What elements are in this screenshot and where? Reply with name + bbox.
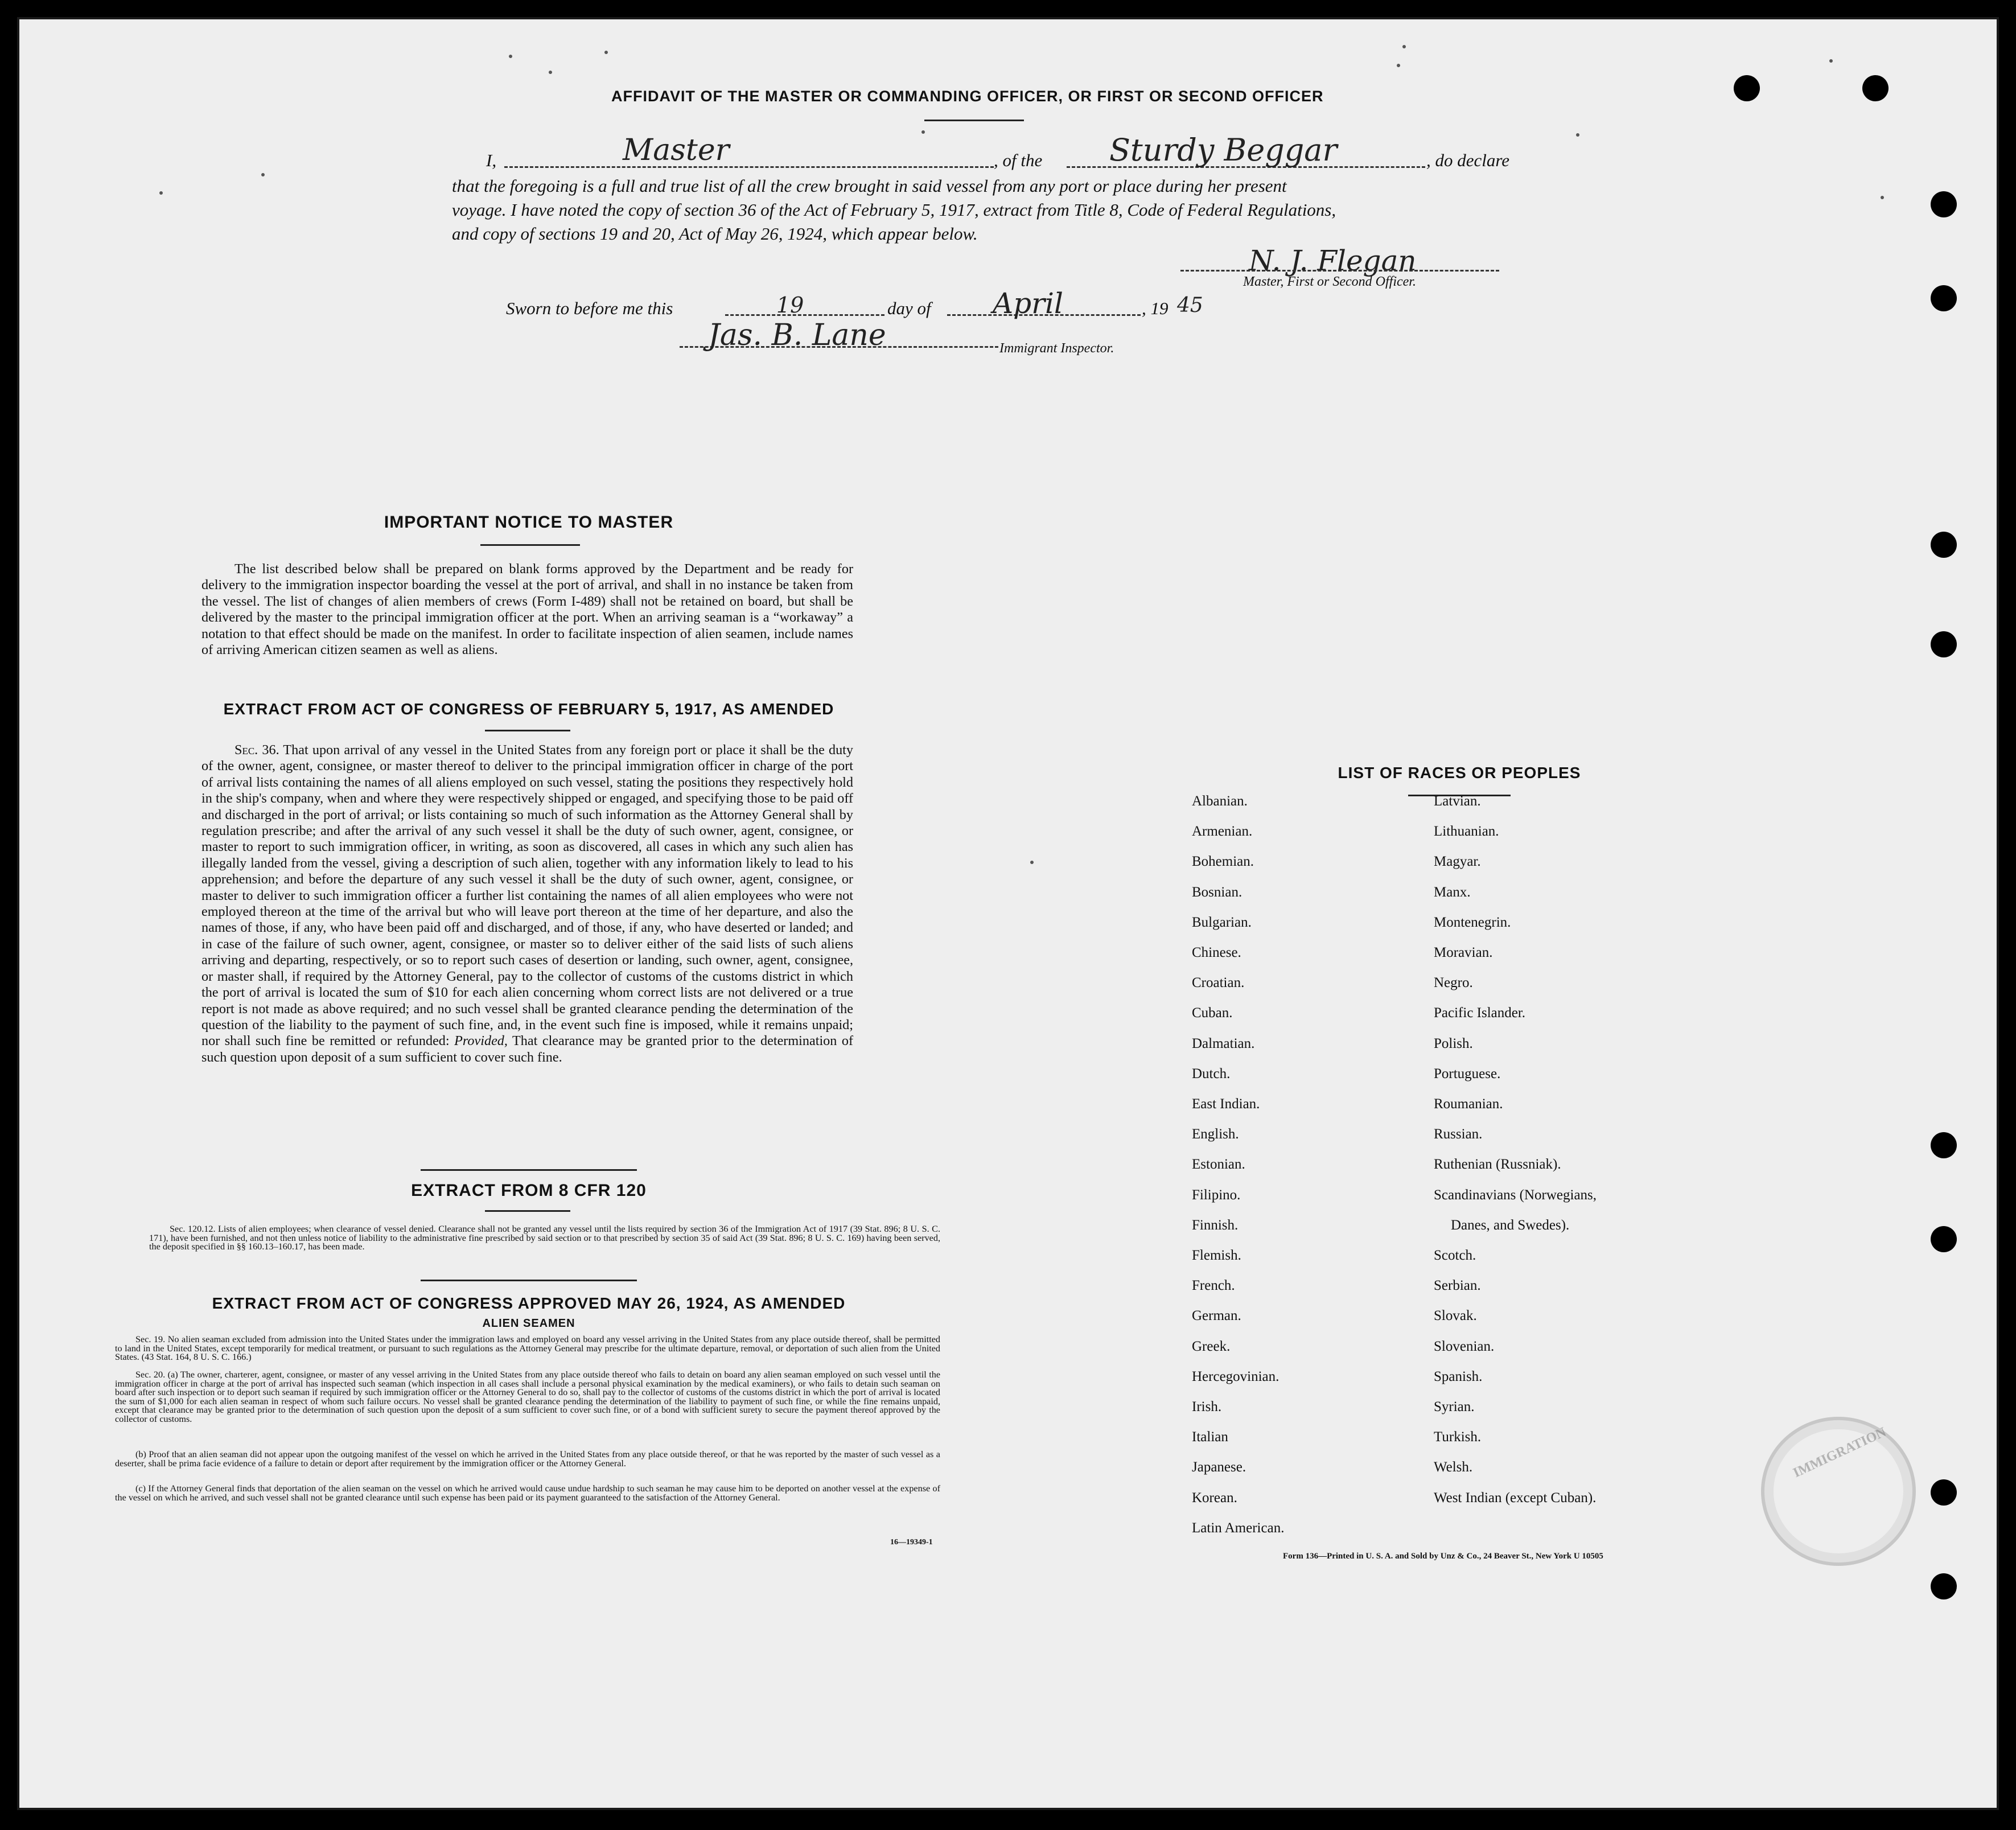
section-19-text: Sec. 19. No alien seaman excluded from admission into the United States under the immigration laws and employed on board any vessel arriving in the United States from any place outside thereof, shall be permitted to land in the United States, except temporarily for medical treatment, or pursuant to such regulations as the Attorney General may prescribe for the ultimate departure, removal, or deportation of such alien from the United States. (43 Stat. 164, 8 U. S. C. 166.) [115,1334,940,1363]
punch-hole [1931,532,1957,558]
speck [509,55,512,58]
divider [480,544,580,546]
cfr-heading: EXTRACT FROM 8 CFR 120 [411,1181,647,1200]
race-item: Latvian. [1434,793,1481,809]
punch-hole [1931,1479,1957,1506]
section-20c-text: (c) If the Attorney General finds that deportation of the alien seaman on the vessel on which he arrived would cause undue hardship to such seaman he may cause him to be deported on another vessel at the expense of the vessel on which he arrived, and such vessel shall not be granted clearance until such expense has been paid or its payment guaranteed to the satisfaction of the Attorney General. [115,1483,940,1503]
cfr-text: Sec. 120.12. Lists of alien employees; when clearance of vessel denied. Clearance shall not be granted any vessel until the lists required by section 36 of the Immigration Act of 1917 (39 Stat. 896; 8 U. S. C. 171), have been furnished, and not then unless notice of liability to the administrative fine prescribed by said section or to that prescribed by section 35 of said Act (39 Stat. 896; 8 U. S. C. 169) having been served, the deposit specified in §§ 160.13–160.17, has been made. [149,1224,940,1252]
sworn-prefix: Sworn to before me this [506,298,673,318]
speck [1397,64,1400,67]
officer-signature: N. J. Flegan [1249,244,1417,277]
race-item: Serbian. [1434,1278,1481,1294]
divider [421,1169,637,1171]
race-item: Spanish. [1434,1368,1483,1384]
race-item: Hercegovinian. [1192,1368,1279,1384]
race-item: Croatian. [1192,975,1245,991]
race-item: Filipino. [1192,1187,1241,1203]
race-item: Bosnian. [1192,884,1242,900]
race-item: Montenegrin. [1434,914,1511,930]
speck [1881,196,1884,199]
printer-imprint: Form 136—Printed in U. S. A. and Sold by Unz & Co., 24 Beaver St., New York U 10505 [1283,1552,1603,1561]
document-sheet [17,17,1999,1810]
races-heading: LIST OF RACES OR PEOPLES [1338,764,1581,782]
speck [921,130,925,134]
race-item: Welsh. [1434,1459,1473,1475]
race-item: Korean. [1192,1490,1237,1506]
inspector-signature: Jas. B. Lane [708,318,886,352]
race-item: German. [1192,1308,1241,1324]
speck [604,51,608,54]
race-item: Dutch. [1192,1066,1231,1081]
blank-line [504,166,994,168]
race-item: Moravian. [1434,945,1493,960]
seal-text: IMMIGRATION [1791,1424,1889,1481]
race-item: English. [1192,1126,1239,1142]
handwritten-year: 45 [1177,294,1203,317]
day-of-label: day of [887,298,931,318]
inspector-caption: Immigrant Inspector. [999,341,1114,356]
punch-hole [1931,1226,1957,1252]
race-item: Ruthenian (Russniak). [1434,1157,1561,1173]
punch-hole [1931,1132,1957,1158]
race-item: Scandinavians (Norwegians, [1434,1187,1597,1203]
race-item: Polish. [1434,1035,1473,1051]
officer-caption: Master, First or Second Officer. [1243,274,1416,289]
race-item: Lithuanian. [1434,824,1499,840]
race-item: Cuban. [1192,1005,1233,1021]
race-item: Slovenian. [1434,1338,1495,1354]
affidavit-text-line: and copy of sections 19 and 20, Act of May 26, 1924, which appear below. [452,224,978,244]
affidavit-text-line: that the foregoing is a full and true list of all the crew brought in said vessel from any port or place during her present [452,176,1287,196]
divider [421,1280,637,1281]
speck [1829,59,1833,63]
race-item: Pacific Islander. [1434,1005,1526,1021]
race-item: French. [1192,1278,1235,1294]
race-item: Negro. [1434,975,1473,991]
race-item: Bohemian. [1192,854,1254,870]
race-item: Armenian. [1192,824,1253,840]
handwritten-vessel-name: Sturdy Beggar [1109,132,1338,168]
alien-seamen-subheading: ALIEN SEAMEN [482,1317,575,1330]
race-item: Albanian. [1192,793,1248,809]
speck [261,173,265,176]
speck [159,191,163,195]
race-item: Portuguese. [1434,1066,1501,1081]
race-item: Manx. [1434,884,1471,900]
handwritten-title: Master [623,133,730,167]
speck [549,71,552,74]
speck [1402,45,1406,48]
race-item: Slovak. [1434,1308,1477,1324]
notice-text: The list described below shall be prepared on blank forms approved by the Department and be ready for delivery to the immigration inspector boarding the vessel at the port of arrival, and shall in no instance be taken from the vessel. The list of changes of alien members of crews (Form I-489) shall not be retained on board, but shall be delivered by the master to the principal immigration officer at the port. When an arriving seaman is a “workaway” a notation to that effect should be made on the manifest. In order to facilitate inspection of alien seamen, include names of arriving American citizen seamen as well as aliens. [201,561,853,658]
race-item: Finnish. [1192,1217,1239,1233]
signature-line [1180,270,1499,272]
race-item: Bulgarian. [1192,914,1252,930]
race-item: West Indian (except Cuban). [1434,1490,1597,1506]
race-item: Greek. [1192,1338,1231,1354]
embossed-seal [1761,1417,1916,1566]
divider [485,1210,570,1212]
race-item: Magyar. [1434,854,1481,870]
race-item: Scotch. [1434,1248,1476,1263]
declarant-prefix: I, [486,150,497,170]
of-the-label: , of the [994,150,1043,170]
race-item: Roumanian. [1434,1096,1503,1112]
race-item: Turkish. [1434,1429,1482,1445]
handwritten-day: 19 [776,293,804,318]
race-item: Flemish. [1192,1248,1241,1263]
affidavit-text-line: voyage. I have noted the copy of section 36 of the Act of February 5, 1917, extract from Title 8, Code of Federal Regulations, [452,200,1336,220]
speck [1030,861,1034,864]
proviso-text: That clearance may be granted prior to the determination of such question upon deposit of a sum sufficient to cover such fine. [201,1033,854,1065]
proviso-word: Provided, [454,1033,508,1049]
punch-hole [1862,75,1889,101]
punch-hole [1931,285,1957,311]
blank-line [725,314,884,316]
race-item: Italian [1192,1429,1228,1445]
race-item: Chinese. [1192,945,1241,960]
section-body: That upon arrival of any vessel in the United States from any foreign port or place it shall be the duty of the owner, agent, consignee, or master thereof to deliver to the principal immigration officer in charge of the port of arrival lists containing the names of all aliens employed on such vessel, stating the positions they respectively hold in the ship's company, when and where they were respectively shipped or engaged, and specifying those to be paid off and discharged in the port of arrival; or lists containing so much of such information as the Attorney General shall by regulation prescribe; and after the arrival of any such vessel it shall be the duty of such owner, agent, consignee, or master to report to such immigration officer, in writing, as soon as discovered, all cases in which any such alien has illegally landed from the vessel, giving a description of such alien, together with any information likely to lead to his apprehension; and before the departure of any such vessel it shall be the duty of such owner, agent, consignee, or master to deliver to such immigration officer a further list containing the names of all alien employees who were not employed thereon at the time of the arrival but who will leave port thereon at the time of her departure, and also the names of those, if any, who have been paid off and discharged, and of those, if any, who have deserted or landed; and in case of the failure of such owner, agent, consignee, or master so to deliver either of the said lists of such aliens arriving and departing, respectively, or so to report such cases of desertion or landing, such owner, agent, consignee, or master shall, if required by the Attorney General, pay to the collector of customs of the customs district in which the port of arrival is located the sum of $10 for each alien concerning whom correct lists are not delivered or a true report is not made as above required; and no such vessel shall be granted clearance pending the determination of the question of the liability to the payment of such fine, and, in the event such fine is imposed, while it remains unpaid; nor shall such fine be remitted or refunded: [201,742,853,1049]
form-code: 16—19349-1 [890,1538,933,1547]
race-item: Dalmatian. [1192,1035,1255,1051]
notice-heading: IMPORTANT NOTICE TO MASTER [384,513,674,532]
extract-1917-text [201,742,853,1066]
punch-hole [1931,1573,1957,1599]
year-prefix: , 19 [1142,298,1169,318]
declare-label: , do declare [1426,150,1510,170]
race-continuation: Danes, and Swedes). [1451,1218,1570,1233]
divider [485,730,570,731]
divider [924,120,1024,121]
extract-1924-heading: EXTRACT FROM ACT OF CONGRESS APPROVED MAY 26, 1924, AS AMENDED [212,1294,846,1312]
punch-hole [1931,631,1957,657]
extract-1917-heading: EXTRACT FROM ACT OF CONGRESS OF FEBRUARY 5, 1917, AS AMENDED [223,700,834,718]
race-item: Irish. [1192,1399,1222,1414]
race-item: Syrian. [1434,1399,1475,1414]
speck [1576,133,1579,137]
race-item: Estonian. [1192,1157,1245,1173]
punch-hole [1734,75,1760,101]
race-item: East Indian. [1192,1096,1260,1112]
section-label: Sec. 36. [234,742,279,758]
affidavit-title: AFFIDAVIT OF THE MASTER OR COMMANDING OFFICER, OR FIRST OR SECOND OFFICER [611,88,1324,105]
punch-hole [1931,191,1957,217]
handwritten-month: April [993,287,1063,320]
race-item: Japanese. [1192,1459,1246,1475]
race-item: Russian. [1434,1126,1483,1142]
section-20a-text: Sec. 20. (a) The owner, charterer, agent, consignee, or master of any vessel arriving in the United States from any place outside thereof who fails to detain on board any alien seaman employed on such vessel until the immigration officer in charge at the port of arrival has inspected such seaman (which inspection in all cases shall include a personal physical examination by the medical examiners), or who fails to detain such seaman on board after such inspection or to deport such seaman if required by such immigration officer or the Attorney General to do so, shall pay to the collector of customs of the customs district in which the port of arrival is located the sum of $1,000 for each alien seaman in respect of whom such failure occurs. No vessel shall be granted clearance pending the determination of the liability to payment of such fine, or while the fine remains unpaid, except that clearance may be granted prior to the determination of such question upon the deposit of a sum sufficient to cover such fine, or of a bond with sufficient surety to secure the payment thereof approved by the collector of customs. [115,1370,940,1424]
section-20b-text: (b) Proof that an alien seaman did not appear upon the outgoing manifest of the vessel on which he arrived in the United States from any place outside thereof, or that he was reported by the master of such vessel as a deserter, shall be prima facie evidence of a failure to detain or deport after requirement by the immigration officer or the Attorney General. [115,1449,940,1469]
race-item: Latin American. [1192,1520,1285,1536]
